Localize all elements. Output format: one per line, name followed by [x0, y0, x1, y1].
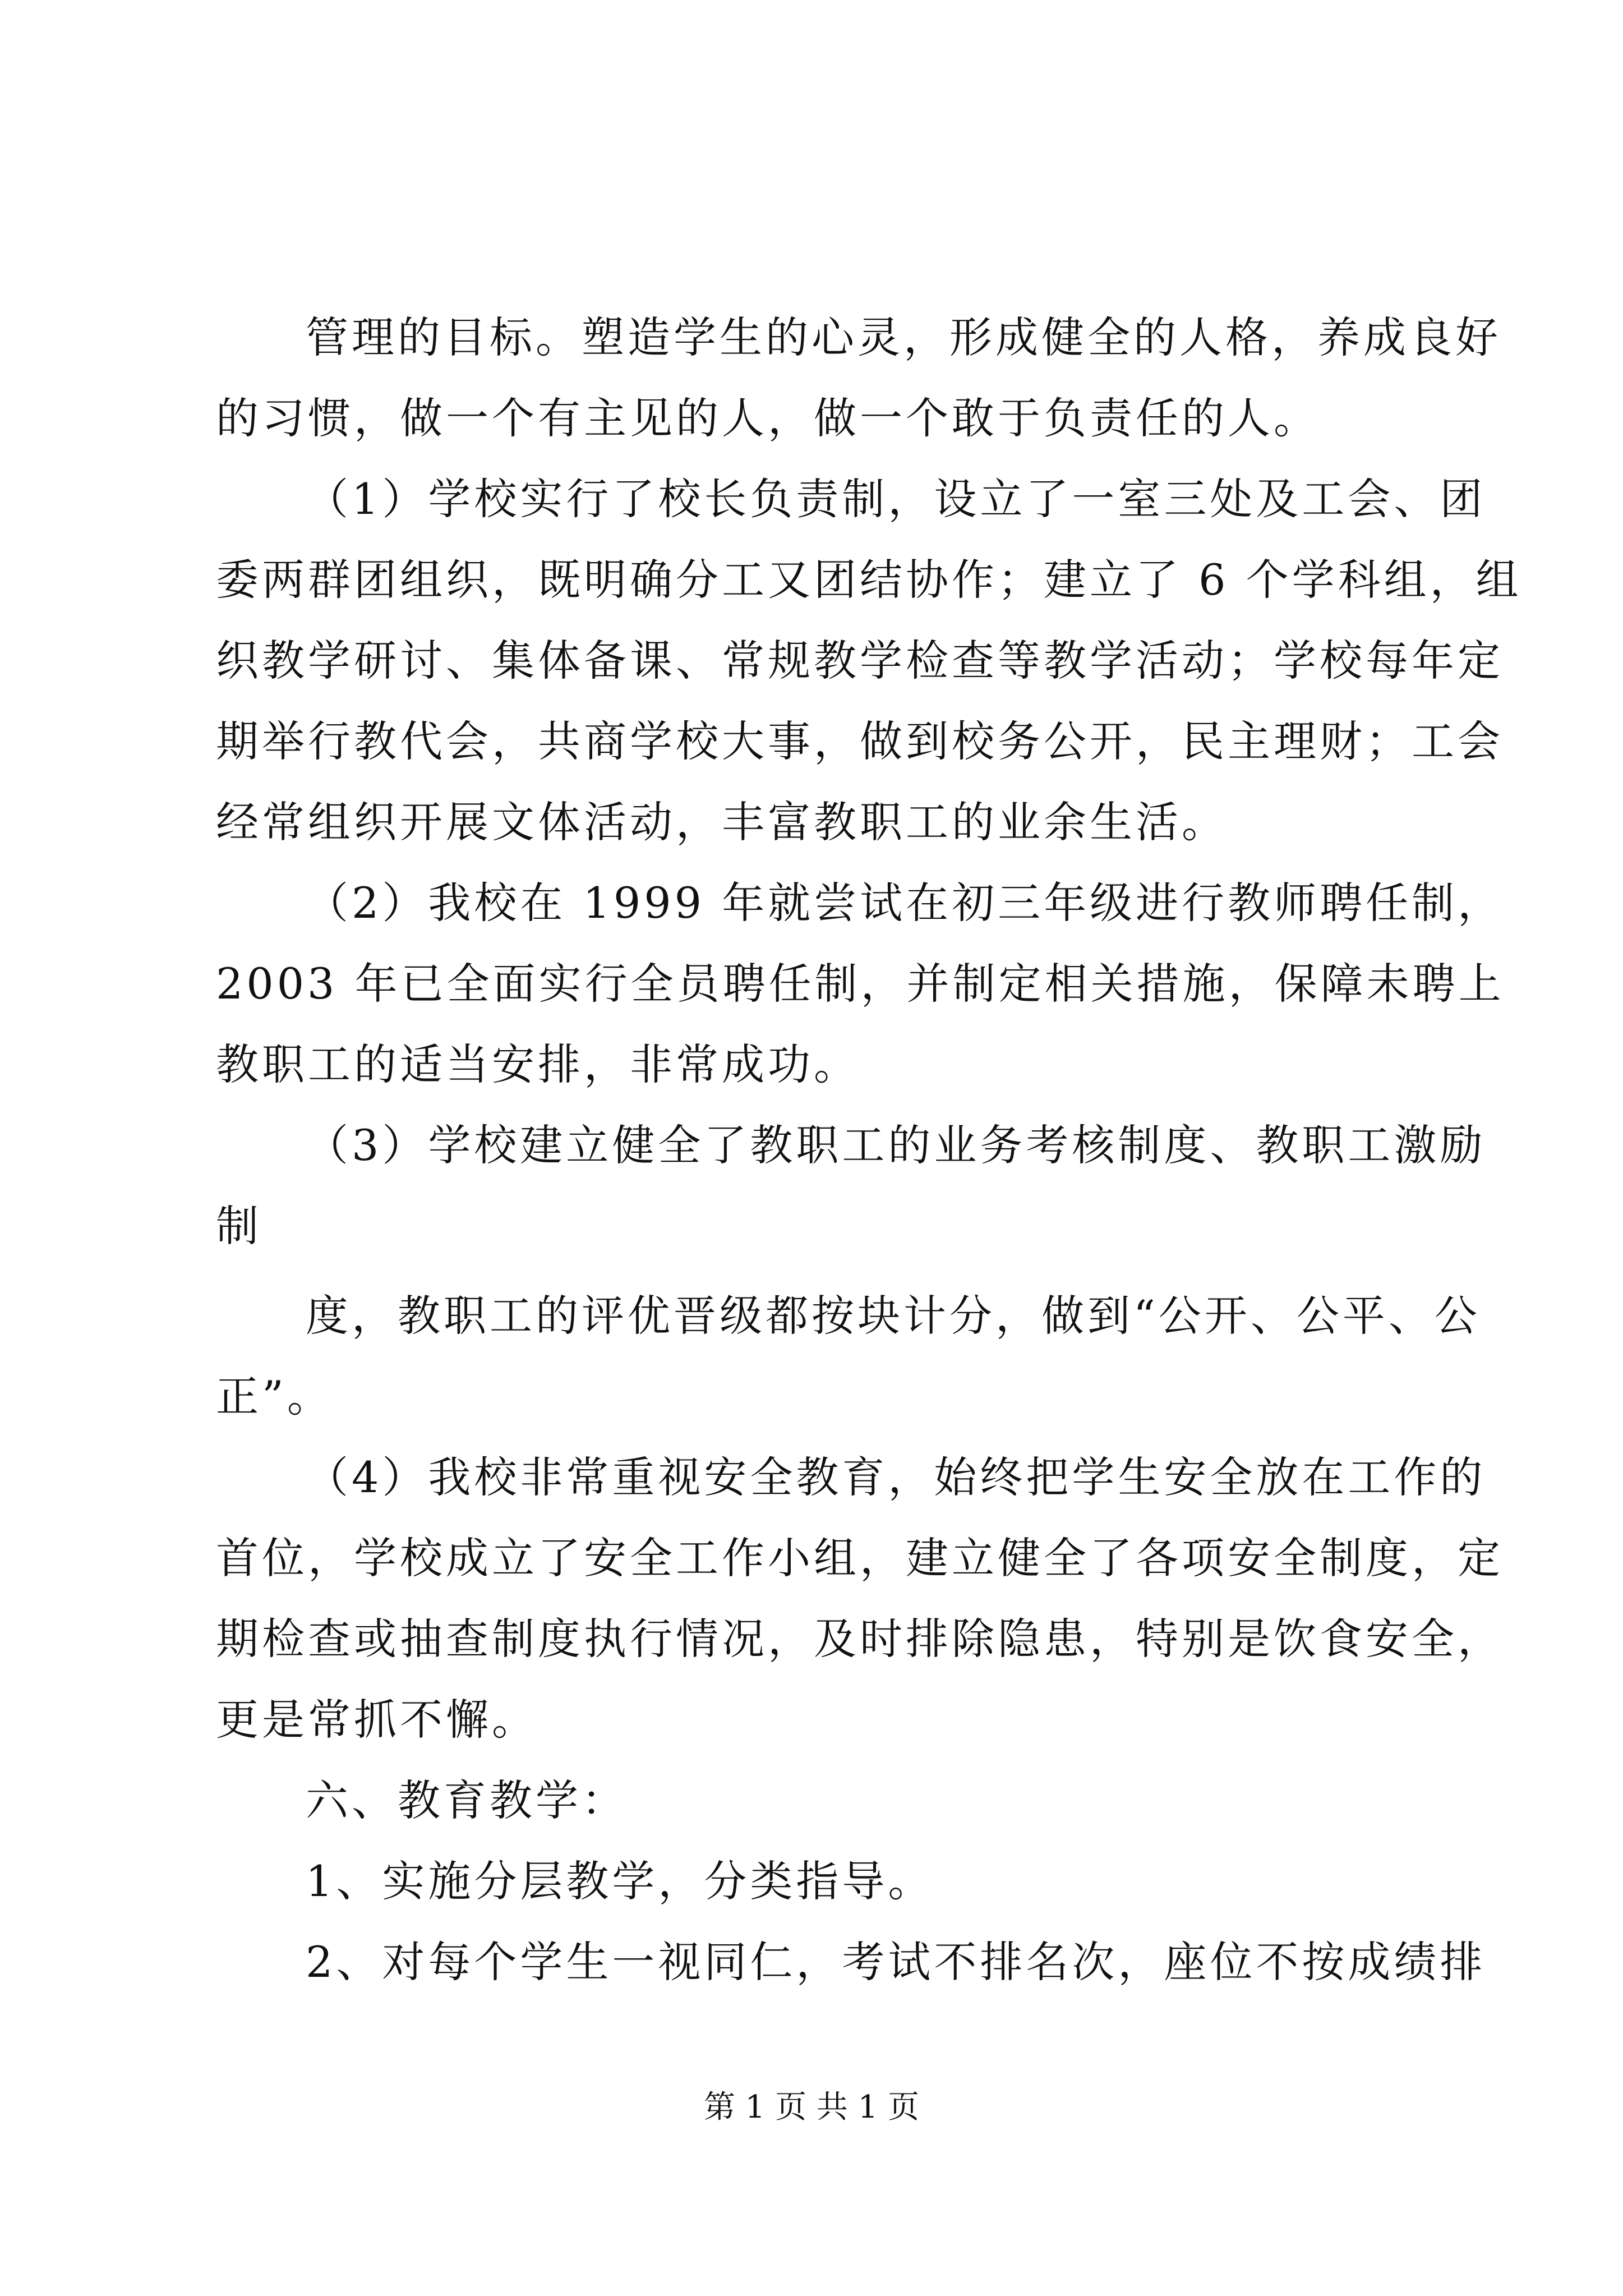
text-line: （4）我校非常重视安全教育，始终把学生安全放在工作的 [306, 1452, 1486, 1502]
text-line: 的习惯，做一个有主见的人，做一个敢于负责任的人。 [216, 393, 1320, 443]
text-line: 织教学研讨、集体备课、常规教学检查等教学活动；学校每年定 [216, 636, 1504, 685]
text-line: （1）学校实行了校长负责制，设立了一室三处及工会、团 [306, 474, 1486, 524]
text-line: 制 [216, 1201, 262, 1251]
text-line: 首位，学校成立了安全工作小组，建立健全了各项安全制度，定 [216, 1533, 1504, 1583]
text-line: 经常组织开展文体活动，丰富教职工的业余生活。 [216, 797, 1228, 847]
text-line: 期举行教代会，共商学校大事，做到校务公开，民主理财；工会 [216, 716, 1504, 766]
text-line: 2003 年已全面实行全员聘任制，并制定相关措施，保障未聘上 [216, 959, 1505, 1009]
list-item: 2、对每个学生一视同仁，考试不排名次，座位不按成绩排 [306, 1937, 1486, 1987]
text-line: 更是常抓不懈。 [216, 1695, 538, 1745]
list-item: 1、实施分层教学，分类指导。 [306, 1856, 934, 1906]
text-line: 委两群团组织，既明确分工又团结协作；建立了 6 个学科组，组 [216, 555, 1522, 605]
text-line: 度，教职工的评优晋级都按块计分，做到“公开、公平、公 [306, 1291, 1481, 1341]
text-line: 教职工的适当安排，非常成功。 [216, 1039, 860, 1089]
section-heading: 六、教育教学： [306, 1775, 628, 1825]
text-line: 管理的目标。塑造学生的心灵，形成健全的人格，养成良好 [306, 312, 1501, 362]
page-footer: 第 1 页 共 1 页 [703, 2089, 920, 2125]
text-line: （3）学校建立健全了教职工的业务考核制度、教职工激励 [306, 1120, 1486, 1170]
text-line: （2）我校在 1999 年就尝试在初三年级进行教师聘任制， [306, 878, 1504, 928]
text-line: 正”。 [216, 1372, 333, 1421]
text-line: 期检查或抽查制度执行情况，及时排除隐患，特别是饮食安全， [216, 1614, 1504, 1664]
